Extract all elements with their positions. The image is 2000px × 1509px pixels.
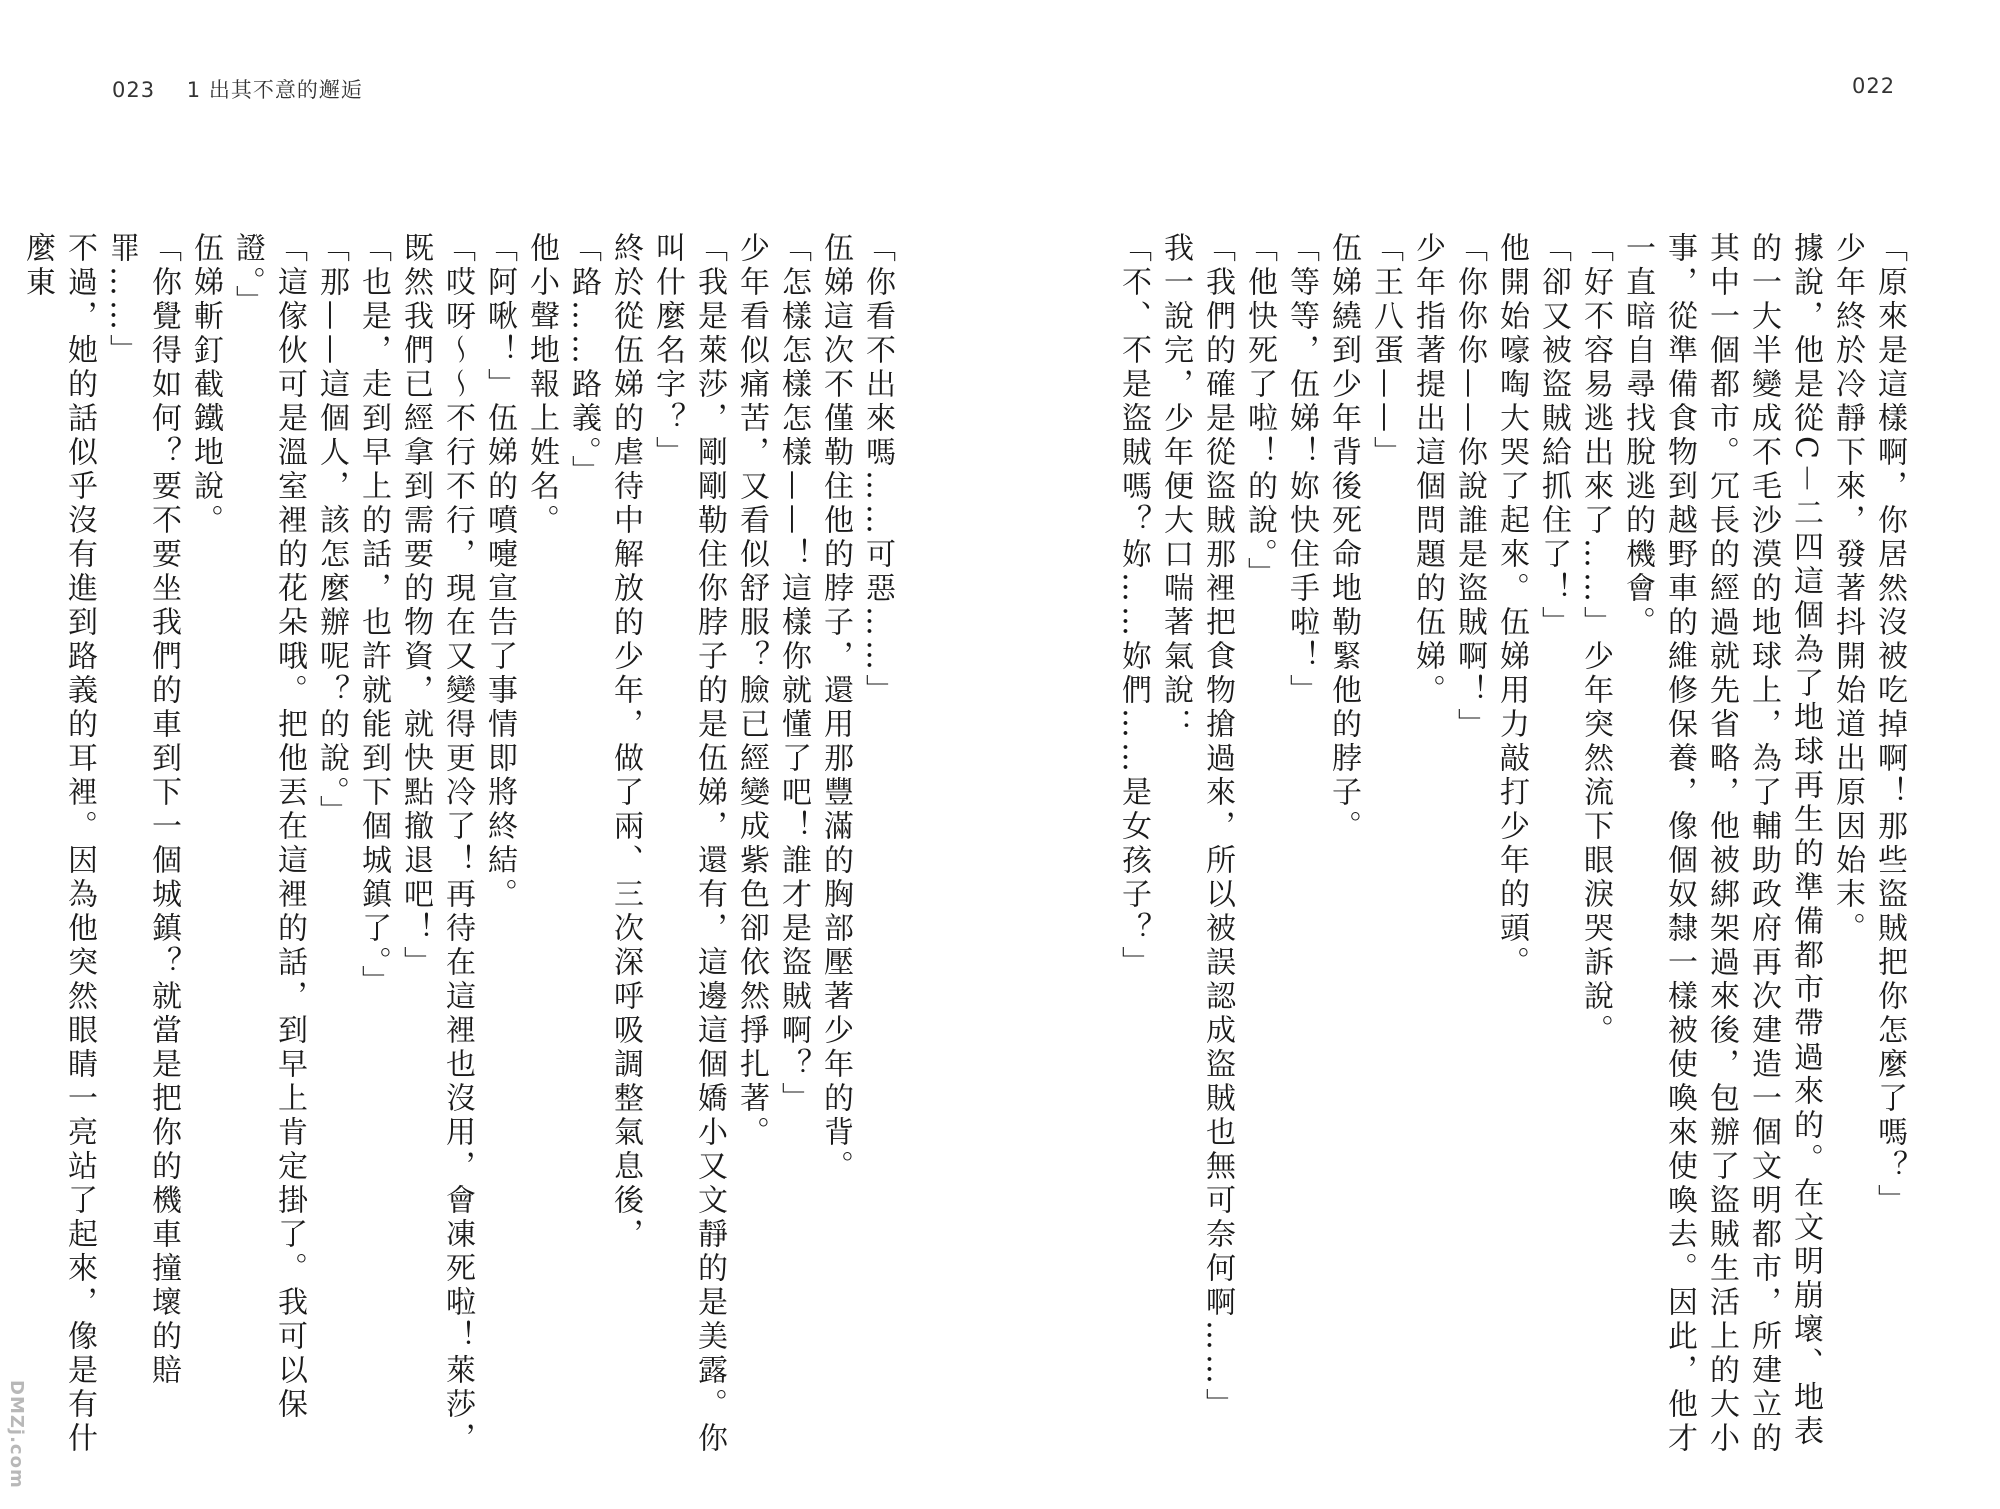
text-line: 「阿啾！」伍娣的噴嚏宣告了事情即將終結。 [482, 232, 517, 912]
text-line: 「你覺得如何？要不要坐我們的車到下一個城鎮？就當是把你的機車撞壞的賠罪……」 [104, 232, 181, 1388]
text-line: 「我們的確是從盜賊那裡把食物搶過來，所以被誤認成盜賊也無可奈何啊……」 [1200, 232, 1235, 1422]
text-line: 「不、不是盜賊嗎？妳……妳們……是女孩子？」 [1116, 232, 1151, 980]
text-line: 「路……路義。」 [566, 232, 601, 489]
left-page-header [112, 74, 387, 104]
text-line: 不過，她的話似乎沒有進到路義的耳裡。因為他突然眼睛一亮站了起來，像是有什麼東 [20, 232, 97, 1456]
text-line: 少年指著提出這個問題的伍娣。 [1410, 232, 1445, 708]
text-line: 「等等，伍娣！妳快住手啦！」 [1284, 232, 1319, 708]
text-line: 他小聲地報上姓名。 [524, 232, 559, 538]
text-line: 「我是萊莎，剛剛勒住你脖子的是伍娣，還有，這邊這個嬌小又文靜的是美露。你叫什麼名字？」 [650, 232, 727, 1456]
text-line: 他開始嚎啕大哭了起來。伍娣用力敲打少年的頭。 [1494, 232, 1529, 980]
text-line: 「這傢伙可是溫室裡的花朵哦。把他丟在這裡的話，到早上肯定掛了。我可以保證。」 [230, 232, 307, 1422]
left-page-number: 023 [112, 78, 156, 102]
right-page-number: 022 [1852, 74, 1896, 98]
right-page-text [1116, 232, 1910, 1462]
text-line: 據說，他是從C－二四這個為了地球再生的準備都市帶過來的。在文明崩壞、地表的一大半變成不毛沙漠的地球上，為了輔助政府再次建造一個文明都市，所建立的其中一個都市。冗長的經過就先省略，他被綁架過來後，包辦了盜賊生活上的大小事，從準備食物到越野車的維修保養，像個奴隸一樣被使喚來使喚去。因此，他才一直暗自尋找脫逃的機會。 [1620, 232, 1823, 1456]
text-line: 「哎呀～～不行不行，現在又變得更冷了！再待在這裡也沒用，會凍死啦！萊莎，既然我們已經拿到需要的物資，就快點撤退吧！」 [398, 232, 475, 1456]
text-line: 少年終於冷靜下來，發著抖開始道出原因始末。 [1830, 232, 1865, 946]
text-line: 「好不容易逃出來了……」少年突然流下眼淚哭訴說。 [1578, 232, 1613, 1048]
text-line: 「原來是這樣啊，你居然沒被吃掉啊！那些盜賊把你怎麼了嗎？」 [1872, 232, 1907, 1218]
text-line: 「你看不出來嗎……可惡……」 [860, 232, 895, 708]
text-line: 「卻又被盜賊給抓住了！」 [1536, 232, 1571, 640]
left-page-text [20, 232, 898, 1462]
chapter-title: 1 出其不意的邂逅 [186, 78, 363, 102]
text-line: 少年看似痛苦，又看似舒服？臉已經變成紫色卻依然掙扎著。 [734, 232, 769, 1150]
text-line: 伍娣這次不僅勒住他的脖子，還用那豐滿的胸部壓著少年的背。 [818, 232, 853, 1184]
text-line: 「怎樣怎樣怎樣——！這樣你就懂了吧！誰才是盜賊啊？」 [776, 232, 811, 1116]
watermark-logo: DMZj.com [6, 1380, 27, 1489]
text-line: 「你你你——你說誰是盜賊啊！」 [1452, 232, 1487, 742]
text-line: 伍娣繞到少年背後死命地勒緊他的脖子。 [1326, 232, 1361, 844]
text-line: 伍娣斬釘截鐵地說。 [188, 232, 223, 538]
text-line: 「他快死了啦！的說。」 [1242, 232, 1277, 591]
text-line: 終於從伍娣的虐待中解放的少年，做了兩、三次深呼吸調整氣息後， [608, 232, 643, 1252]
text-line: 「也是，走到早上的話，也許就能到下個城鎮了。」 [356, 232, 391, 999]
text-line: 「王八蛋——」 [1368, 232, 1403, 470]
text-line: 「那——這個人，該怎麼辦呢？的說。」 [314, 232, 349, 829]
text-line: 我一說完，少年便大口喘著氣說： [1158, 232, 1193, 742]
